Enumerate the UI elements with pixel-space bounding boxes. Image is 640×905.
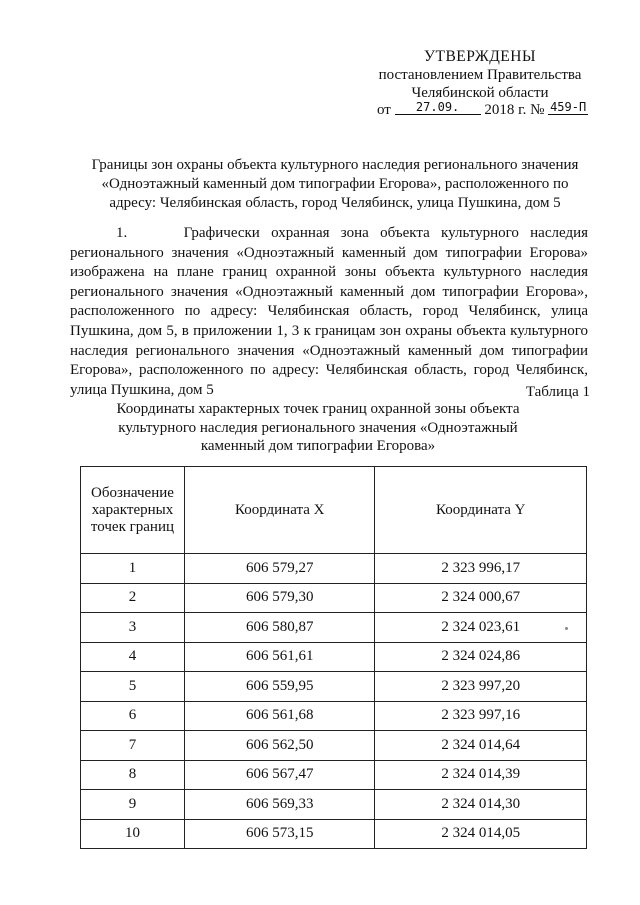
date-value: 27.09.: [395, 100, 481, 115]
point-number: 2: [81, 583, 185, 613]
table-row: [81, 672, 587, 702]
coord-x: 606 579,30: [184, 583, 375, 613]
header-coordinate-x: Координата X: [184, 467, 375, 554]
coord-x: 606 580,87: [184, 613, 375, 643]
date-prefix: от: [377, 102, 391, 118]
decree-number: 459-П: [550, 100, 587, 114]
coord-y: 2 323 997,20: [375, 672, 587, 702]
table-row: [81, 583, 587, 613]
coord-y: 2 324 014,05: [375, 819, 587, 849]
paragraph-text: Графически охранная зона объекта культурного наследия регионального значения «Одноэтажный каменный дом типографии Егорова» изображена на плане границ охранной зоны объекта культурного наследия регионального значения «Одноэтажный каменный дом типографии Егорова», расположенного по адресу: Челябинская область, город Челябинск, улица Пушкина, дом 5, в приложении 1, 3 к границам зон охраны объекта культурного наследия регионального значения «Одноэтажный каменный дом типографии Егорова», расположенного по адресу: Челябинская область, город Челябинск, улица Пушкина, дом 5: [70, 225, 588, 398]
table-row: [81, 731, 587, 761]
coord-x: 606 562,50: [184, 731, 375, 761]
table-row: [81, 760, 587, 790]
point-number: 10: [81, 819, 185, 849]
point-number: 8: [81, 760, 185, 790]
coord-y: 2 324 014,39: [375, 760, 587, 790]
coord-x: 606 567,47: [184, 760, 375, 790]
table-header-row: [81, 467, 587, 554]
table-row: [81, 642, 587, 672]
table-label: Таблица 1: [525, 384, 590, 400]
point-number: 9: [81, 790, 185, 820]
year-text: 2018 г. №: [484, 102, 545, 118]
point-number: 3: [81, 613, 185, 643]
table-row: [81, 701, 587, 731]
header-coordinate-y: Координата Y: [375, 467, 587, 554]
point-number: 7: [81, 731, 185, 761]
coord-y: 2 324 000,67: [375, 583, 587, 613]
approval-date-line: [377, 101, 617, 119]
approval-heading: УТВЕРЖДЕНЫ: [424, 48, 536, 65]
coord-y: 2 324 014,64: [375, 731, 587, 761]
point-number: 1: [81, 554, 185, 584]
table-row: [81, 790, 587, 820]
coordinates-table: [80, 466, 587, 849]
table-row: [81, 554, 587, 584]
approval-block: [360, 48, 600, 102]
coord-y: 2 323 996,17: [375, 554, 587, 584]
coord-y: 2 323 997,16: [375, 701, 587, 731]
coord-x: 606 561,61: [184, 642, 375, 672]
coord-y: 2 324 023,61: [375, 613, 587, 643]
coord-y: 2 324 014,30: [375, 790, 587, 820]
point-number: 5: [81, 672, 185, 702]
paragraph-number: 1.: [116, 225, 128, 241]
scan-speck: [565, 627, 568, 630]
approval-line-2: Челябинской области: [411, 85, 549, 101]
point-number: 4: [81, 642, 185, 672]
coord-x: 606 579,27: [184, 554, 375, 584]
approval-line-1: постановлением Правительства: [378, 67, 582, 83]
paragraph-1: [70, 224, 588, 400]
document-title: Границы зон охраны объекта культурного наследия регионального значения «Одноэтажный каменный дом типографии Егорова», расположенного по адресу: Челябинская область, город Челябинск, улица Пушкина, дом 5: [91, 157, 579, 211]
table-row: [81, 613, 587, 643]
coord-x: 606 561,68: [184, 701, 375, 731]
coord-y: 2 324 024,86: [375, 642, 587, 672]
point-number: 6: [81, 701, 185, 731]
header-point-designation: Обозначение характерных точек границ: [81, 467, 185, 554]
table-caption: Координаты характерных точек границ охранной зоны объекта культурного наследия регионального значения «Одноэтажный каменный дом типографии Егорова»: [116, 401, 520, 454]
coord-x: 606 569,33: [184, 790, 375, 820]
coord-x: 606 559,95: [184, 672, 375, 702]
table-row: [81, 819, 587, 849]
coord-x: 606 573,15: [184, 819, 375, 849]
